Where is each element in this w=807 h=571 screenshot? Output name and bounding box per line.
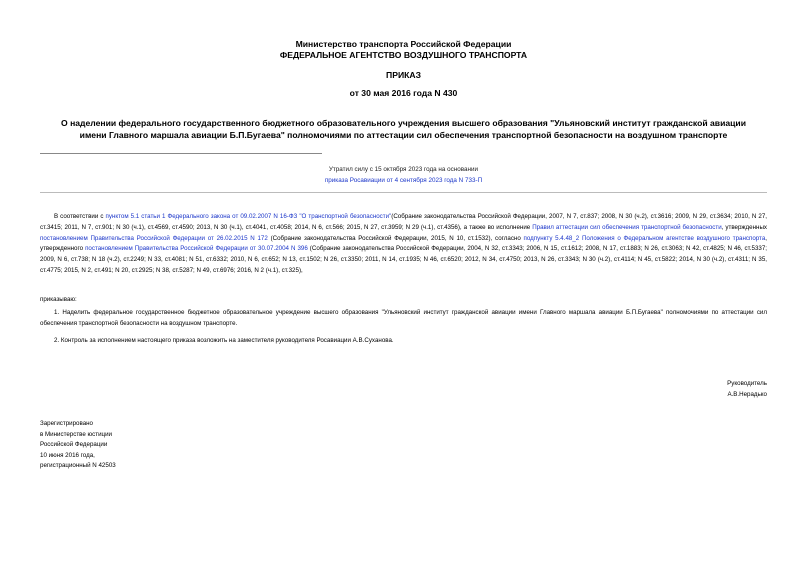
registration-line-1: Зарегистрировано <box>40 420 93 427</box>
signature-block <box>727 378 767 400</box>
status-link[interactable]: приказа Росавиации от 4 сентября 2023 года N 733-П <box>324 177 483 184</box>
preamble-text-2: (Собрание законодательства Российской Федерации, 2007, N 7, ст.837; 2008, N 30 (ч.2), ст.3616; 2009, N 29, ст.3634; 2010, N 27, ст.3415; 2011, N 7, ст.901; N 30 (ч.1), ст.4569, ст.4590; 2013, N 30 (ч.1), ст.4041, ст.4058; 2014, N 6, ст.566; 2015, N 27, ст.3959; N 29 (ч.1), ст.4356), а также во исполнение <box>40 213 768 231</box>
document-type: ПРИКАЗ <box>386 70 421 80</box>
preamble-text-3: , утвержденных <box>721 223 767 231</box>
status-divider <box>40 192 767 193</box>
order-item-1 <box>40 307 767 329</box>
registration-line-5: регистрационный N 42503 <box>40 462 116 470</box>
preamble-text-1: В соответствии с <box>54 213 106 220</box>
government-decree-396-link[interactable]: постановлением Правительства Российской Федерации от 30.07.2004 N 396 <box>85 245 308 253</box>
preamble-text-4: (Собрание законодательства Российской Федерации, 2015, N 10, ст.1532), согласно <box>267 234 524 242</box>
order-item-1-text: 1. Наделить федеральное государственное бюджетное образовательное учреждение высшего образования "Ульяновский институт гражданской авиации имени Главного маршала авиации Б.П.Бугаева" полномочиями по аттестации сил обеспечения транспортной безопасности на воздушном транспорте. <box>40 309 767 327</box>
order-item-2: 2. Контроль за исполнением настоящего приказа возложить на заместителя руководителя Росавиации А.В.Суханова. <box>54 337 394 344</box>
agency-name: ФЕДЕРАЛЬНОЕ АГЕНТСТВО ВОЗДУШНОГО ТРАНСПОРТА <box>279 50 528 60</box>
registration-line-4: 10 июня 2016 года, <box>40 451 95 459</box>
ministry-name: Министерство транспорта Российской Федерации <box>295 39 512 49</box>
status-note <box>0 164 807 186</box>
preamble-text-5: , утвержденного <box>40 234 768 253</box>
signature-name: А.В.Нерадько <box>727 391 767 398</box>
government-decree-172-link[interactable]: постановлением Правительства Российской Федерации от 26.02.2015 N 172 <box>40 234 268 242</box>
signature-role: Руководитель <box>727 380 767 387</box>
regulation-subparagraph-link[interactable]: подпункту 5.4.48_2 Положения о Федеральном агентстве воздушного транспорта <box>523 234 766 242</box>
preamble-text-6: (Собрание законодательства Российской Федерации, 2004, N 32, ст.3343; 2006, N 15, ст.1612; 2008, N 17, ст.1883; N 26, ст.3063; N 42, ст.4825; N 46, ст.5337; 2009, N 6, ст.738; N 18 (ч.2), ст.2249; N 33, ст.4081; N 51, ст.6332; 2010, N 6, ст.652; N 13, ст.1502; N 26, ст.3350; 2011, N 14, ст.1935; N 46, ст.6520; 2012, N 34, ст.4750; 2013, N 26, ст.3343; N 30 (ч.2), ст.4114; N 45, ст.5822; 2014, N 30 (ч.2), ст.4311; N 35, ст.4775; 2015, N 2, ст.491; N 20, ст.2925; N 38, ст.5287; N 49, ст.6976; 2016, N 2 (ч.1), ст.325), <box>40 245 767 274</box>
registration-line-2: в Министерстве юстиции <box>40 430 113 438</box>
federal-law-link[interactable]: пунктом 5.1 статьи 1 Федерального закона от 09.02.2007 N 16-ФЗ "О транспортной безопасности" <box>105 213 392 220</box>
document-date-number: от 30 мая 2016 года N 430 <box>349 88 458 98</box>
status-text: Утратил силу с 15 октября 2023 года на основании <box>328 166 479 173</box>
orders-word: приказываю: <box>40 296 77 303</box>
document-title <box>40 117 767 141</box>
attestation-rules-link[interactable]: Правил аттестации сил обеспечения транспортной безопасности <box>532 223 722 231</box>
title-line-2: имени Главного маршала авиации Б.П.Бугаева" полномочиями по аттестации сил обеспечения транспортной безопасности на воздушном транспорте <box>79 130 728 140</box>
preamble-paragraph <box>40 212 767 277</box>
registration-line-3: Российской Федерации <box>40 441 108 449</box>
title-divider <box>40 153 322 154</box>
title-line-1: О наделении федерального государственного бюджетного образовательного учреждения высшего образования "Ульяновский институт гражданской авиации <box>61 118 746 128</box>
registration-block <box>40 419 116 472</box>
